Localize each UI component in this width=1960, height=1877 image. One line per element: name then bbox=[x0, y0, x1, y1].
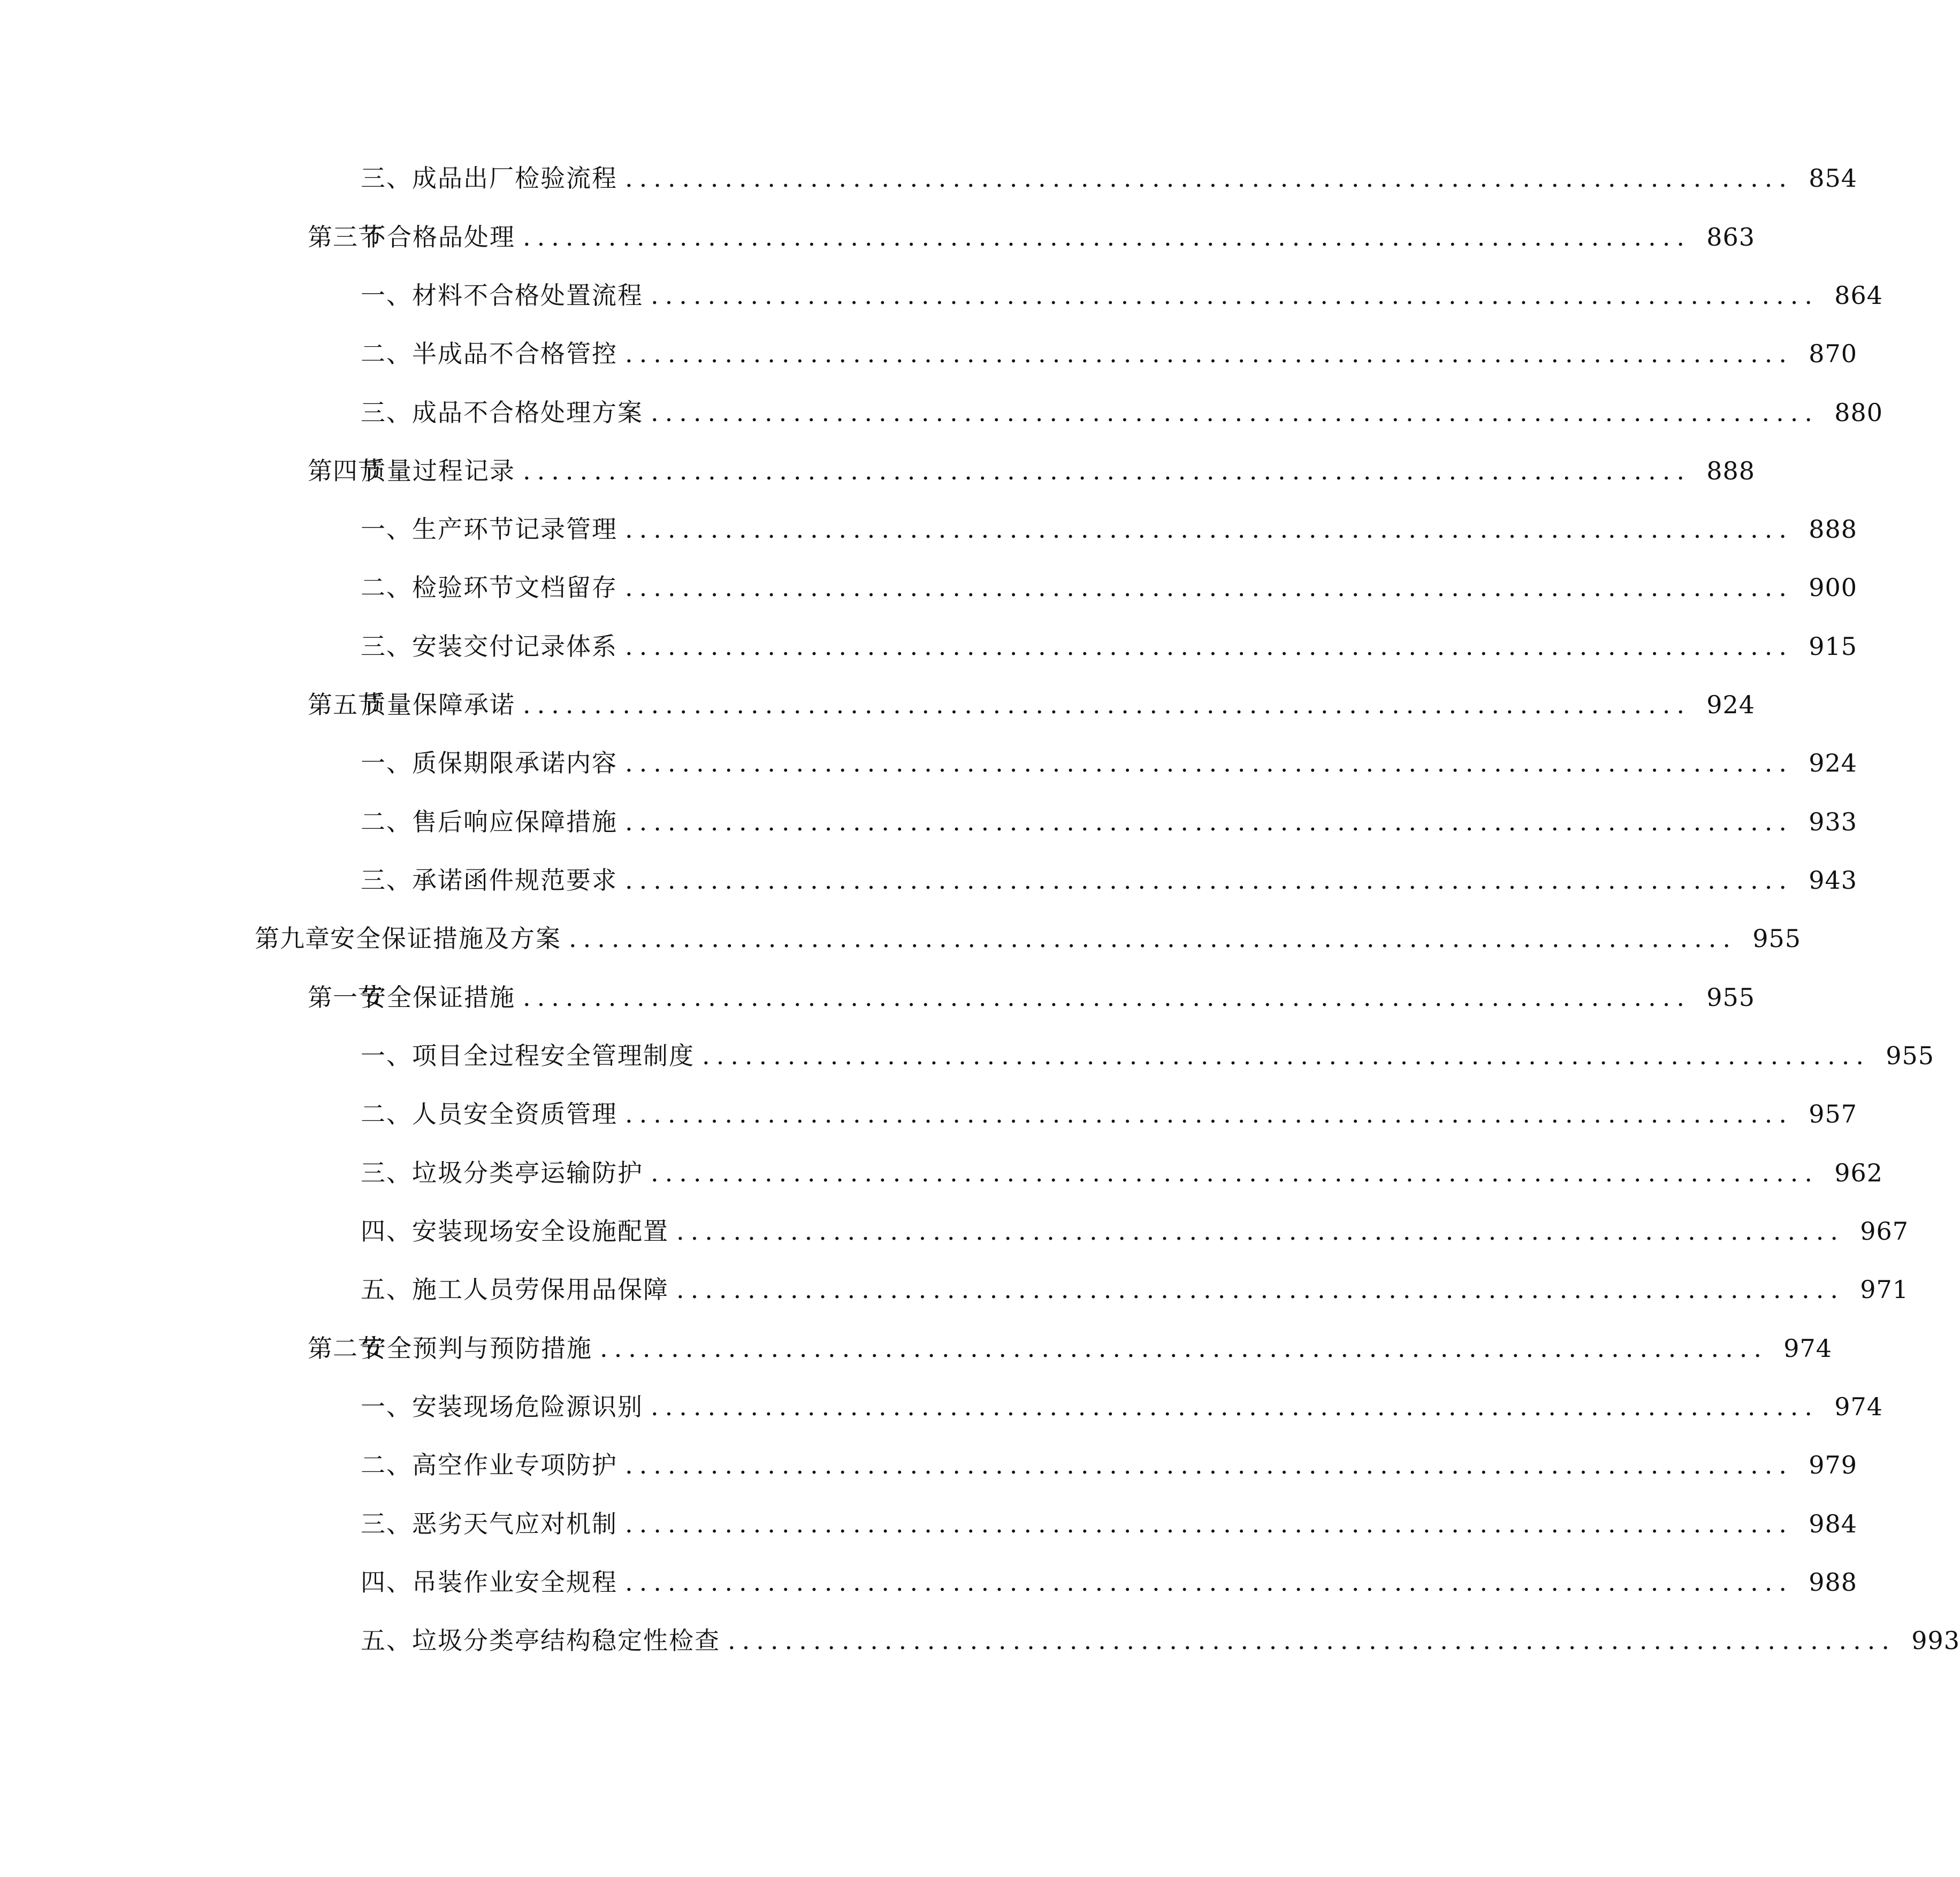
toc-entry[interactable] bbox=[255, 909, 1802, 968]
toc-number: 一、 bbox=[361, 1392, 412, 1421]
toc-dot-leader: .................................................................................. bbox=[625, 866, 1794, 895]
toc-dot-leader: .................................................................................. bbox=[625, 1509, 1794, 1538]
toc-page-number[interactable]: 984 bbox=[1809, 1509, 1858, 1538]
toc-number: 五、 bbox=[361, 1275, 412, 1304]
toc-page-number[interactable]: 974 bbox=[1834, 1392, 1883, 1421]
toc-page-number[interactable]: 993 bbox=[1911, 1626, 1960, 1655]
toc-title[interactable]: 不合格品处理 bbox=[361, 223, 515, 251]
toc-dot-leader: .................................................................................. bbox=[676, 1217, 1845, 1246]
toc-title[interactable]: 垃圾分类亭结构稳定性检查 bbox=[412, 1626, 720, 1655]
toc-entry[interactable] bbox=[361, 1553, 1858, 1612]
toc-title[interactable]: 安全保证措施 bbox=[361, 983, 515, 1012]
toc-row[interactable] bbox=[0, 1260, 1909, 1319]
toc-number: 第二节 bbox=[308, 1334, 383, 1363]
toc-entry[interactable] bbox=[361, 792, 1858, 851]
toc-page-number[interactable]: 955 bbox=[1752, 924, 1802, 953]
toc-dot-leader: .................................................................................. bbox=[651, 281, 1819, 310]
toc-page-number[interactable]: 979 bbox=[1809, 1451, 1858, 1479]
toc-page-number[interactable]: 864 bbox=[1834, 281, 1883, 310]
toc-title[interactable]: 人员安全资质管理 bbox=[412, 1100, 617, 1128]
toc-entry[interactable] bbox=[361, 617, 1858, 676]
toc-row[interactable] bbox=[0, 324, 1858, 383]
toc-number: 二、 bbox=[361, 339, 412, 368]
toc-entry[interactable] bbox=[361, 383, 1883, 442]
toc-entry[interactable] bbox=[361, 500, 1858, 559]
toc-row[interactable] bbox=[0, 1202, 1909, 1261]
toc-entry[interactable] bbox=[308, 968, 1756, 1027]
toc-number: 三、 bbox=[361, 164, 412, 193]
toc-row[interactable] bbox=[0, 851, 1858, 910]
toc-title[interactable]: 材料不合格处置流程 bbox=[412, 281, 643, 310]
toc-dot-leader: .................................................................................. bbox=[625, 339, 1794, 368]
toc-row[interactable] bbox=[0, 149, 1858, 208]
toc-entry[interactable] bbox=[361, 1143, 1883, 1202]
toc-entry[interactable] bbox=[361, 149, 1858, 208]
toc-row[interactable] bbox=[0, 208, 1756, 266]
toc-title[interactable]: 安装现场危险源识别 bbox=[412, 1392, 643, 1421]
toc-number: 二、 bbox=[361, 1100, 412, 1128]
toc-dot-leader: .................................................................................. bbox=[625, 1451, 1794, 1479]
toc-dot-leader: .................................................................................. bbox=[625, 749, 1794, 777]
toc-entry[interactable] bbox=[361, 1494, 1858, 1553]
toc-entry[interactable] bbox=[361, 851, 1858, 910]
toc-number: 二、 bbox=[361, 807, 412, 836]
toc-dot-leader: .................................................................................. bbox=[523, 223, 1691, 251]
toc-entry[interactable] bbox=[361, 1377, 1883, 1436]
toc-row[interactable] bbox=[0, 383, 1883, 442]
toc-number: 五、 bbox=[361, 1626, 412, 1655]
toc-row[interactable] bbox=[0, 1319, 1833, 1378]
toc-title[interactable]: 售后响应保障措施 bbox=[412, 807, 617, 836]
toc-page-number[interactable]: 955 bbox=[1706, 983, 1756, 1012]
toc-number: 第九章 bbox=[255, 924, 330, 953]
toc-title[interactable]: 质量保障承诺 bbox=[361, 690, 515, 719]
toc-entry[interactable] bbox=[361, 1202, 1909, 1261]
toc-entry[interactable] bbox=[361, 1260, 1909, 1319]
toc-title[interactable]: 质保期限承诺内容 bbox=[412, 749, 617, 777]
toc-row[interactable] bbox=[0, 675, 1756, 734]
toc-dot-leader: .................................................................................. bbox=[625, 1568, 1794, 1597]
toc-row[interactable] bbox=[0, 1553, 1858, 1612]
toc-entry[interactable] bbox=[308, 675, 1756, 734]
toc-row[interactable] bbox=[0, 1377, 1883, 1436]
toc-page-number[interactable]: 967 bbox=[1860, 1217, 1909, 1246]
toc-page-number[interactable]: 933 bbox=[1809, 807, 1858, 836]
toc-number: 三、 bbox=[361, 398, 412, 427]
toc-entry[interactable] bbox=[361, 1611, 1960, 1670]
toc-title[interactable]: 成品出厂检验流程 bbox=[412, 164, 617, 193]
toc-dot-leader: .................................................................................. bbox=[702, 1041, 1871, 1070]
toc-entry[interactable] bbox=[308, 441, 1756, 500]
toc-entry[interactable] bbox=[308, 208, 1756, 266]
toc-number: 三、 bbox=[361, 1158, 412, 1187]
toc-number: 三、 bbox=[361, 632, 412, 661]
toc-page-number[interactable]: 957 bbox=[1809, 1100, 1858, 1128]
toc-number: 一、 bbox=[361, 749, 412, 777]
toc-number: 第五节 bbox=[308, 690, 383, 719]
toc-title[interactable]: 安装交付记录体系 bbox=[412, 632, 617, 661]
toc-page-number[interactable]: 900 bbox=[1809, 573, 1858, 602]
toc-page-number[interactable]: 988 bbox=[1809, 1568, 1858, 1597]
toc-page-number[interactable]: 854 bbox=[1809, 164, 1858, 193]
toc-page-number[interactable]: 888 bbox=[1809, 515, 1858, 544]
toc-page-number[interactable]: 974 bbox=[1783, 1334, 1833, 1363]
toc-row[interactable] bbox=[0, 909, 1802, 968]
toc-dot-leader: .................................................................................. bbox=[523, 690, 1691, 719]
toc-page-number[interactable]: 971 bbox=[1860, 1275, 1909, 1304]
toc-page-number[interactable]: 924 bbox=[1706, 690, 1756, 719]
toc-title[interactable]: 半成品不合格管控 bbox=[412, 339, 617, 368]
toc-dot-leader: .................................................................................. bbox=[651, 398, 1819, 427]
toc-number: 一、 bbox=[361, 1041, 412, 1070]
toc-page-number[interactable]: 888 bbox=[1706, 456, 1756, 485]
toc-page-number[interactable]: 924 bbox=[1809, 749, 1858, 777]
toc-number: 三、 bbox=[361, 1509, 412, 1538]
toc-page-number[interactable]: 943 bbox=[1809, 866, 1858, 895]
toc-row[interactable] bbox=[0, 266, 1883, 325]
toc-row[interactable] bbox=[0, 1436, 1858, 1494]
toc-dot-leader: .................................................................................. bbox=[625, 632, 1794, 661]
toc-page-number[interactable]: 863 bbox=[1706, 223, 1756, 251]
toc-page-number[interactable]: 870 bbox=[1809, 339, 1858, 368]
toc-page-number[interactable]: 880 bbox=[1834, 398, 1883, 427]
toc-row[interactable] bbox=[0, 558, 1858, 617]
toc-entry[interactable] bbox=[308, 1319, 1833, 1378]
toc-entry[interactable] bbox=[361, 324, 1858, 383]
toc-number: 二、 bbox=[361, 1451, 412, 1479]
toc-title[interactable]: 质量过程记录 bbox=[361, 456, 515, 485]
toc-title[interactable]: 安装现场安全设施配置 bbox=[412, 1217, 669, 1246]
toc-row[interactable] bbox=[0, 792, 1858, 851]
toc-entry[interactable] bbox=[361, 734, 1858, 792]
toc-dot-leader: .................................................................................. bbox=[625, 807, 1794, 836]
toc-row[interactable] bbox=[0, 1085, 1858, 1143]
toc-dot-leader: .................................................................................. bbox=[625, 515, 1794, 544]
toc-title[interactable]: 垃圾分类亭运输防护 bbox=[412, 1158, 643, 1187]
toc-dot-leader: .................................................................................. bbox=[651, 1392, 1819, 1421]
toc-dot-leader: .................................................................................. bbox=[600, 1334, 1768, 1363]
toc-page-number[interactable]: 915 bbox=[1809, 632, 1858, 661]
toc-number: 二、 bbox=[361, 573, 412, 602]
toc-number: 三、 bbox=[361, 866, 412, 895]
toc-page-number[interactable]: 962 bbox=[1834, 1158, 1883, 1187]
toc-entry[interactable] bbox=[361, 558, 1858, 617]
toc-number: 四、 bbox=[361, 1568, 412, 1597]
toc-row[interactable] bbox=[0, 734, 1858, 792]
toc-row[interactable] bbox=[0, 1143, 1883, 1202]
toc-number: 第四节 bbox=[308, 456, 383, 485]
toc-title[interactable]: 安全保证措施及方案 bbox=[330, 924, 561, 953]
toc-title[interactable]: 生产环节记录管理 bbox=[412, 515, 617, 544]
toc-row[interactable] bbox=[0, 1611, 1960, 1670]
toc-entry[interactable] bbox=[361, 1026, 1935, 1085]
toc-dot-leader: .................................................................................. bbox=[523, 456, 1691, 485]
toc-entry[interactable] bbox=[361, 1085, 1858, 1143]
toc-dot-leader: .................................................................................. bbox=[523, 983, 1691, 1012]
toc-title[interactable]: 高空作业专项防护 bbox=[412, 1451, 617, 1479]
toc-number: 一、 bbox=[361, 515, 412, 544]
toc-dot-leader: .................................................................................. bbox=[625, 164, 1794, 193]
toc-dot-leader: .................................................................................. bbox=[676, 1275, 1845, 1304]
toc-dot-leader: .................................................................................. bbox=[651, 1158, 1819, 1187]
toc-dot-leader: .................................................................................. bbox=[728, 1626, 1896, 1655]
toc-row[interactable] bbox=[0, 500, 1858, 559]
toc-title[interactable]: 项目全过程安全管理制度 bbox=[412, 1041, 695, 1070]
toc-entry[interactable] bbox=[361, 266, 1883, 325]
toc-dot-leader: .................................................................................. bbox=[569, 924, 1737, 953]
toc-row[interactable] bbox=[0, 1026, 1935, 1085]
toc-title[interactable]: 恶劣天气应对机制 bbox=[412, 1509, 617, 1538]
toc-number: 四、 bbox=[361, 1217, 412, 1246]
toc-number: 第一节 bbox=[308, 983, 383, 1012]
toc-title[interactable]: 吊装作业安全规程 bbox=[412, 1568, 617, 1597]
toc-title[interactable]: 承诺函件规范要求 bbox=[412, 866, 617, 895]
toc-row[interactable] bbox=[0, 1494, 1858, 1553]
toc-number: 第三节 bbox=[308, 223, 383, 251]
toc-title[interactable]: 成品不合格处理方案 bbox=[412, 398, 643, 427]
toc-dot-leader: .................................................................................. bbox=[625, 1100, 1794, 1128]
toc-title[interactable]: 检验环节文档留存 bbox=[412, 573, 617, 602]
toc-row[interactable] bbox=[0, 617, 1858, 676]
toc-entry[interactable] bbox=[361, 1436, 1858, 1494]
toc-number: 一、 bbox=[361, 281, 412, 310]
toc-row[interactable] bbox=[0, 968, 1756, 1027]
toc-title[interactable]: 施工人员劳保用品保障 bbox=[412, 1275, 669, 1304]
toc-row[interactable] bbox=[0, 441, 1756, 500]
toc-title[interactable]: 安全预判与预防措施 bbox=[361, 1334, 592, 1363]
toc-dot-leader: .................................................................................. bbox=[625, 573, 1794, 602]
toc-page-number[interactable]: 955 bbox=[1886, 1041, 1935, 1070]
